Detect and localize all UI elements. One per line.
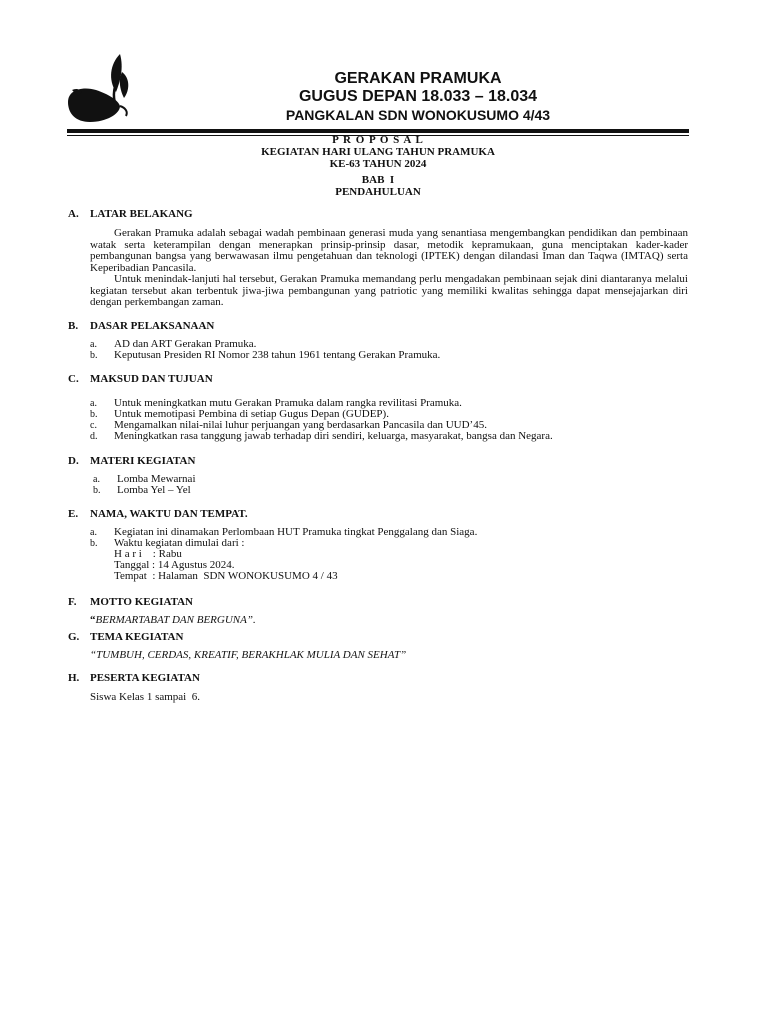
section-c-heading: C. MAKSUD DAN TUJUAN (68, 373, 213, 385)
section-a-heading: A. LATAR BELAKANG (68, 208, 193, 220)
motto-text: “BERMARTABAT DAN BERGUNA”. (90, 614, 256, 626)
schedule-place: Tempat : Halaman SDN WONOKUSUMO 4 / 43 (114, 570, 338, 582)
schedule-date: Tanggal : 14 Agustus 2024. (114, 559, 235, 571)
section-b-list (90, 339, 440, 361)
event-title: KEGIATAN HARI ULANG TAHUN PRAMUKA (261, 146, 495, 158)
section-c-list (90, 398, 553, 442)
list-item: a. Kegiatan ini dinamakan Perlombaan HUT Pramuka tingkat Penggalang dan Siaga. (90, 526, 478, 538)
background-paragraph-1: Gerakan Pramuka adalah sebagai wadah pembinaan generasi muda yang senantiasa mengembangkan pendidikan dan pembinaan watak serta keterampilan dengan menerapkan prinsip-prinsip dasar, metodik kepramukaan, guna menciptakan kader-kader pembangunan bangsa yang berwawasan ilmu pengetahuan dan teknologi (IPTEK) dengan dilandasi Iman dan Taqwa (IMTAQ) serta Keperibadian Pancasila. (90, 227, 688, 274)
chapter-title: PENDAHULUAN (335, 186, 421, 198)
header-unit: GUGUS DEPAN 18.033 – 18.034 (298, 88, 538, 105)
list-item: c. Mengamalkan nilai-nilai luhur perjuangan yang berdasarkan Pancasila dan UUD’45. (90, 419, 487, 431)
section-h-heading: H. PESERTA KEGIATAN (68, 672, 200, 684)
list-item: d. Meningkatkan rasa tanggung jawab terhadap diri sendiri, keluarga, masyarakat, bangsa dan Negara. (90, 430, 553, 442)
background-paragraph-2: Untuk menindak-lanjuti hal tersebut, Gerakan Pramuka memandang perlu mengadakan pembinaan sejak dini diantaranya melalui kegiatan tersebut akan terbentuk jiwa-jiwa pembangunan yang patriotic yang memiliki kwalitas sehingga dapat mensejajarkan diri dengan perkembangan zaman. (90, 273, 688, 308)
section-g-heading: G. TEMA KEGIATAN (68, 631, 184, 643)
list-item: b. Keputusan Presiden RI Nomor 238 tahun 1961 tentang Gerakan Pramuka. (90, 349, 441, 361)
list-item: b. Waktu kegiatan dimulai dari : (90, 537, 245, 549)
list-item: b. Lomba Yel – Yel (93, 484, 191, 496)
section-a-body (90, 228, 688, 309)
section-f-heading: F. MOTTO KEGIATAN (68, 596, 193, 608)
section-d-heading: D. MATERI KEGIATAN (68, 455, 196, 467)
header-org: GERAKAN PRAMUKA (334, 70, 502, 87)
section-d-list (93, 474, 196, 496)
list-item: a. AD dan ART Gerakan Pramuka. (90, 338, 257, 350)
theme-text: “TUMBUH, CERDAS, KREATIF, BERAKHLAK MULIA DAN SEHAT” (90, 649, 407, 661)
event-edition: KE-63 TAHUN 2024 (329, 158, 427, 170)
section-e-list (90, 527, 477, 582)
chapter-number: BAB I (361, 174, 395, 186)
list-item: a. Lomba Mewarnai (93, 473, 196, 485)
proposal-label: P R O P O S A L (332, 134, 424, 146)
list-item: a. Untuk meningkatkan mutu Gerakan Pramuka dalam rangka revilitasi Pramuka. (90, 397, 462, 409)
section-b-heading: B. DASAR PELAKSANAAN (68, 320, 215, 332)
list-item: b. Untuk memotipasi Pembina di setiap Gugus Depan (GUDEP). (90, 408, 389, 420)
section-e-heading: E. NAMA, WAKTU DAN TEMPAT. (68, 508, 248, 520)
header-divider-thick (67, 129, 689, 133)
schedule-day: H a r i : Rabu (114, 548, 182, 560)
header-base: PANGKALAN SDN WONOKUSUMO 4/43 (285, 107, 551, 123)
participants-text: Siswa Kelas 1 sampai 6. (90, 691, 200, 703)
